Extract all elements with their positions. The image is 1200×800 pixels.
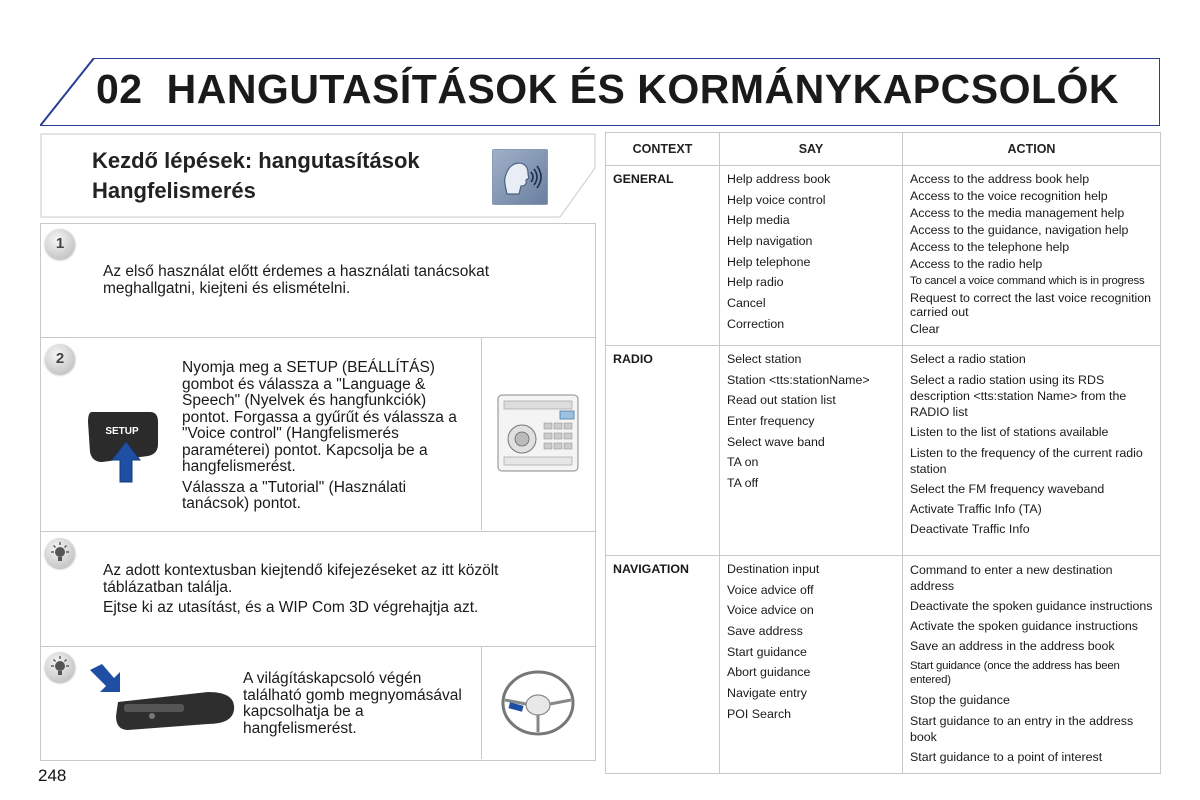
table-row xyxy=(606,166,1161,346)
say-item: Help radio xyxy=(727,275,784,290)
tip-2-text: A világításkapcsoló végén található gomb megnyomásával kapcsolhatja be a hangfelismerést. xyxy=(243,670,462,737)
intro-title xyxy=(92,146,420,206)
table-header-row xyxy=(606,133,1161,166)
voice-speech-icon xyxy=(492,149,548,205)
intro-title-line2: Hangfelismerés xyxy=(92,178,256,203)
say-item: POI Search xyxy=(727,706,792,721)
radio-unit-illustration xyxy=(496,393,580,473)
action-item: Start guidance to a point of interest xyxy=(910,750,1103,764)
say-cell xyxy=(720,556,903,774)
action-item: Stop the guidance xyxy=(910,693,1010,707)
context-cell: RADIO xyxy=(606,346,720,556)
action-item: Access to the telephone help xyxy=(910,240,1070,254)
action-item: Deactivate Traffic Info xyxy=(910,522,1030,536)
context-cell: NAVIGATION xyxy=(606,556,720,774)
action-item: Access to the address book help xyxy=(910,172,1090,186)
action-item: Request to correct the last voice recognition carried out xyxy=(910,291,1152,319)
say-item: Abort guidance xyxy=(727,665,811,680)
say-item: Enter frequency xyxy=(727,414,815,429)
say-item: Correction xyxy=(727,316,785,331)
context-cell: GENERAL xyxy=(606,166,720,346)
tip-1-lightbulb-icon xyxy=(45,538,75,568)
say-item: Cancel xyxy=(727,296,766,311)
action-cell xyxy=(903,346,1161,556)
action-cell xyxy=(903,556,1161,774)
action-item: Access to the media management help xyxy=(910,206,1125,220)
say-item: Voice advice off xyxy=(727,582,814,597)
header-say: SAY xyxy=(720,133,903,166)
say-item: Destination input xyxy=(727,562,820,576)
action-item: Access to the guidance, navigation help xyxy=(910,223,1129,237)
say-item: TA on xyxy=(727,455,759,470)
steering-wheel-illustration xyxy=(499,668,577,738)
tip-2-lightbulb-icon xyxy=(45,652,75,682)
setup-button-illustration xyxy=(88,410,160,484)
say-item: Station <tts:stationName> xyxy=(727,372,870,387)
say-item: Select station xyxy=(727,352,802,366)
say-item: Help navigation xyxy=(727,234,813,249)
step-2-text-p2: Válassza a "Tutorial" (Használati tanácsok) pontot. xyxy=(182,478,407,512)
say-item: Navigate entry xyxy=(727,686,807,701)
header-action: ACTION xyxy=(903,133,1161,166)
table-row xyxy=(606,346,1161,556)
page-number: 248 xyxy=(38,766,67,785)
action-item: Deactivate the spoken guidance instructions xyxy=(910,599,1153,613)
say-cell xyxy=(720,166,903,346)
say-item: Start guidance xyxy=(727,644,807,659)
action-item: Access to the radio help xyxy=(910,257,1043,271)
say-item: Read out station list xyxy=(727,393,836,408)
step-1-badge: 1 xyxy=(45,229,75,259)
step-2-badge: 2 xyxy=(45,344,75,374)
table-row xyxy=(606,556,1161,774)
action-item: Save an address in the address book xyxy=(910,639,1115,653)
action-item: Select a radio station using its RDS description <tts:station Name> from the RADIO list xyxy=(910,373,1127,419)
action-item: Listen to the list of stations available xyxy=(910,425,1109,439)
chapter-number: 02 xyxy=(96,66,143,112)
say-item: Help media xyxy=(727,213,790,228)
voice-commands-table xyxy=(605,132,1160,764)
say-item: Help telephone xyxy=(727,254,811,269)
action-cell xyxy=(903,166,1161,346)
action-item: To cancel a voice command which is in progress xyxy=(910,275,1145,287)
action-item: Listen to the frequency of the current radio station xyxy=(910,446,1143,476)
say-item: Voice advice on xyxy=(727,603,814,618)
action-item: Activate the spoken guidance instructions xyxy=(910,619,1138,633)
say-item: TA off xyxy=(727,476,759,491)
step-2-text xyxy=(182,360,467,513)
action-item: Start guidance (once the address has been entered) xyxy=(910,660,1120,686)
step-2-text-p1: Nyomja meg a SETUP (BEÁLLÍTÁS) gombot és válassza a "Language & Speech" (Nyelvek és hangfunkciók) pontot. Forgassa a gyűrűt és válassza a "Voice control" (Hangfelismerés paraméterei) pontot. Kapcsolja be a hangfelismerést. xyxy=(182,359,457,475)
say-item: Help address book xyxy=(727,172,831,186)
intro-title-line1: Kezdő lépések: hangutasítások xyxy=(92,148,420,173)
say-item: Save address xyxy=(727,624,803,639)
chapter-title-text: HANGUTASÍTÁSOK ÉS KORMÁNYKAPCSOLÓK xyxy=(166,66,1120,112)
step-1-text: Az első használat előtt érdemes a használati tanácsokat meghallgatni, kiejteni és elismételni. xyxy=(103,263,490,297)
action-item: Select a radio station xyxy=(910,352,1026,366)
say-item: Select wave band xyxy=(727,434,825,449)
action-item: Start guidance to an entry in the address book xyxy=(910,714,1134,744)
action-item: Clear xyxy=(910,322,940,336)
action-item: Activate Traffic Info (TA) xyxy=(910,502,1042,516)
action-item: Select the FM frequency waveband xyxy=(910,482,1105,496)
action-item: Command to enter a new destination address xyxy=(910,563,1113,593)
tip-1-text xyxy=(103,563,533,617)
say-cell xyxy=(720,346,903,556)
say-item: Help voice control xyxy=(727,192,826,207)
action-item: Access to the voice recognition help xyxy=(910,189,1108,203)
setup-label: SETUP xyxy=(105,426,139,437)
tip-1-text-p2: Ejtse ki az utasítást, és a WIP Com 3D végrehajtja azt. xyxy=(103,599,479,616)
tip-1-text-p1: Az adott kontextusban kiejtendő kifejezéseket az itt közölt táblázatban találja. xyxy=(103,562,499,596)
header-context: CONTEXT xyxy=(606,133,720,166)
lighting-stalk-illustration xyxy=(88,664,238,736)
chapter-title xyxy=(96,66,1119,113)
